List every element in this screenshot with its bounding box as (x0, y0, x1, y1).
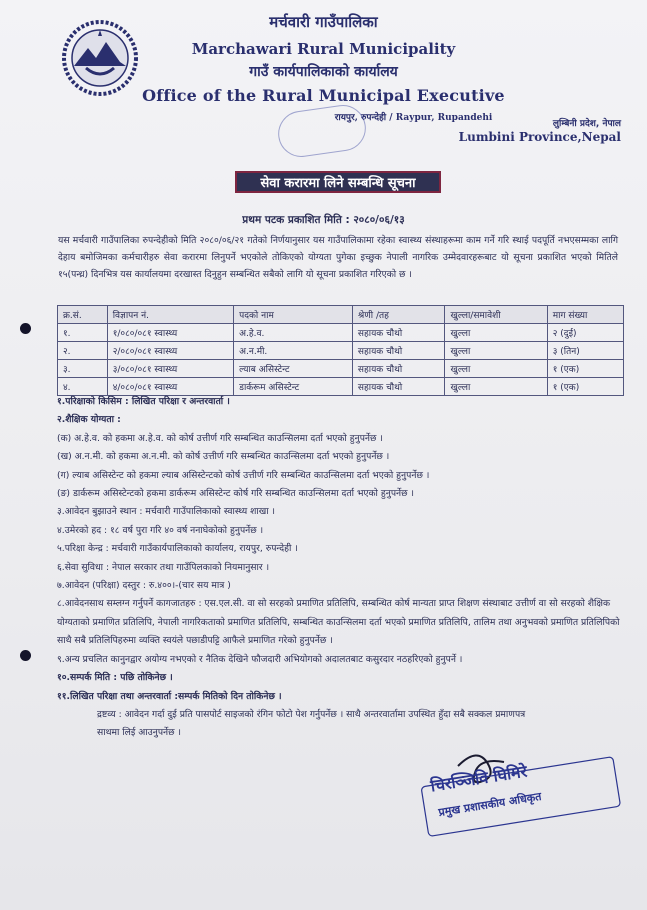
item-qualification-b: (ख) अ.न.मी. को हकमा अ.न.मी. को कोर्ष उत्तीर्ण गरि सम्बन्धित काउन्सिलमा दर्ता भएको हुनुपर्नेछ । (57, 451, 390, 463)
cell: ३ (तिन) (547, 342, 623, 360)
header-office-np: गाउँ कार्यपालिकाको कार्यालय (249, 64, 398, 80)
item-submission-place: ३.आवेदन बुझाउने स्थान : मर्चवारी गाउँपालिकाको स्वास्थ्य शाखा । (57, 506, 276, 518)
cell: ४. (58, 378, 108, 396)
item-exam-center: ५.परिक्षा केन्द्र : मर्चवारी गाउँकार्यपालिकाको कार्यालय, रायपुर, रुपन्देही । (57, 543, 298, 555)
col-level: श्रेणी /तह (352, 306, 445, 324)
col-sn: क्र.सं. (58, 306, 108, 324)
col-ad-no: विज्ञापन नं. (107, 306, 233, 324)
col-demand: माग संख्या (547, 306, 623, 324)
province-en: Lumbini Province,Nepal (458, 130, 621, 144)
item-age-limit: ४.उमेरको हद : १८ वर्ष पुरा गरि ४० वर्ष ननाघेकोको हुनुपर्नेछ । (57, 524, 264, 536)
cell: सहायक चौथो (352, 360, 445, 378)
punch-hole (20, 650, 31, 661)
cell: १. (58, 324, 108, 342)
notice-title: सेवा करारमा लिने सम्बन्धि सूचना (235, 171, 441, 193)
cell: ३/०८०/०८१ स्वास्थ्य (107, 360, 233, 378)
cell: खुल्ला (445, 324, 547, 342)
notice-intro: यस मर्चवारी गाउँपालिका रुपन्देहीको मिति २०८०/०६/२१ गतेको निर्णयानुसार यस गाउँपालिकामा रहेका स्वास्थ्य संस्थाहरूमा काम गर्ने गरि स्थाई पदपूर्ति नभएसम्मका लागि देहाय बमोजिमका कर्मचारीहरु सेवा करारमा लिनुपर्ने भएकोले तोकिएको योग्यता पुगेका इच्छुक नेपाली नागरिक उम्मेदवारहरूबाट यो सूचना प्रकाशित भएको मितिले १५(पन्ध्र) दिनभित्र यस कार्यालयमा दरखास्त दिनुहुन सम्बन्धित सबैको लागि यो सूचना प्रकाशित गरिएको छ । (58, 235, 618, 280)
published-date: प्रथम पटक प्रकाशित मिति : २०८०/०६/१३ (242, 214, 405, 226)
cell: डार्करूम असिस्टेन्ट (234, 378, 353, 396)
cell: अ.न.मी. (234, 342, 353, 360)
province-np: लुम्बिनी प्रदेश, नेपाल (552, 119, 621, 129)
item-eligibility: ९.अन्य प्रचलित कानुनद्वार अयोग्य नभएको र नैतिक देखिने फौजदारी अभियोगको अदालतबाट कसुरदार नठहरिएको हुनुपर्ने । (57, 653, 463, 665)
table-row (58, 342, 624, 360)
header-address: रायपुर, रुपन्देही / Raypur, Rupandehi (334, 113, 493, 123)
item-documents: ८.आवेदनसाथ सम्लग्न गर्नुपर्ने कागजातहरु : एस.एल.सी. वा सो सरहको प्रमाणित प्रतिलिपि, सम्बन्धित कोर्ष मान्यता प्राप्त शिक्षण संस्थाबाट उत्तीर्ण वा सो सरहको शैक्षिक योग्यताको प्रमाणित प्रतिलिपि, नेपाली नागरिकताको प्रमाणित प्रतिलिपि, सम्बन्धित काउन्सिलमा दर्ता भएको प्रमाणित प्रतिलिपि, तालिम तथा अनुभवको प्रमाणित प्रतिलिपिको साथै सबै प्रतिलिपिहरुमा व्यक्ति स्वयंले पछाडीपट्टि आफैले प्रमाणित गरेको हुनुपर्नेछ । (57, 598, 620, 647)
item-interview: ११.लिखित परिक्षा तथा अन्तरवार्ता :सम्पर्क मितिको दिन तोकिनेछ । (57, 690, 282, 702)
item-note: द्रष्टव्य : आवेदन गर्दा दुई प्रति पासपोर्ट साइजको रंगिन फोटो पेश गर्नुपर्नेछ । साथै अन्तरवार्तामा उपस्थित हुँदा सबै सक्कल प्रमाणपत्र साथमा लिई आउनुपर्नेछ । (97, 708, 526, 739)
cell: अ.हे.व. (234, 324, 353, 342)
cell: २ (दुई) (547, 324, 623, 342)
item-qualification-a: (क) अ.हे.व. को हकमा अ.हे.व. को कोर्ष उत्तीर्ण गरि सम्बन्धित काउन्सिलमा दर्ता भएको हुनुपर्नेछ । (57, 432, 383, 444)
cell: ४/०८०/०८१ स्वास्थ्य (107, 378, 233, 396)
table-row (58, 360, 624, 378)
header-office-en: Office of the Rural Municipal Executive (142, 86, 505, 105)
cell: खुल्ला (445, 342, 547, 360)
punch-hole (20, 323, 31, 334)
cell: १ (एक) (547, 360, 623, 378)
cell: १ (एक) (547, 378, 623, 396)
col-open: खुल्ला/समावेशी (445, 306, 547, 324)
cell: ३. (58, 360, 108, 378)
cell: खुल्ला (445, 360, 547, 378)
header-municipality-np: मर्चवारी गाउँपालिका (269, 13, 378, 31)
cell: सहायक चौथो (352, 342, 445, 360)
notice-conditions (57, 393, 627, 743)
table-row (58, 324, 624, 342)
cell: २/०८०/०८१ स्वास्थ्य (107, 342, 233, 360)
item-contact-date: १०.सम्पर्क मिति : पछि तोकिनेछ । (57, 672, 173, 684)
item-fee: ७.आवेदन (परिक्षा) दस्तुर : रु.४००।-(चार सय मात्र ) (57, 580, 231, 592)
vacancy-table (57, 305, 624, 396)
cell: सहायक चौथो (352, 324, 445, 342)
cell: सहायक चौथो (352, 378, 445, 396)
header-municipality-en: Marchawari Rural Municipality (191, 40, 456, 58)
signatory-title: प्रमुख प्रशासकीय अधिकृत (437, 789, 543, 820)
cell: ल्याब असिस्टेन्ट (234, 360, 353, 378)
item-exam-type: १.परिक्षाको किसिम : लिखित परिक्षा र अन्तरवार्ता । (57, 396, 230, 407)
item-qualification-heading: २.शैक्षिक योग्यता : (57, 414, 121, 426)
cell: २. (58, 342, 108, 360)
item-qualification-d: (ङ) डार्करूम असिस्टेन्टको हकमा डार्करूम असिस्टेन्ट कोर्ष गरि सम्बन्धित काउन्सिलमा दर्ता भएको हुनुपर्नेछ । (57, 488, 414, 500)
col-post: पदको नाम (234, 306, 353, 324)
item-facilities: ६.सेवा सुविधा : नेपाल सरकार तथा गाउँपिलकाको नियमानुसार । (57, 561, 270, 573)
cell: १/०८०/०८१ स्वास्थ्य (107, 324, 233, 342)
cell: खुल्ला (445, 378, 547, 396)
item-qualification-c: (ग) ल्याब असिस्टेन्ट को हकमा ल्याब असिस्टेन्टको कोर्ष उत्तीर्ण गरि सम्बन्धित काउन्सिलमा दर्ता भएको हुनुपर्नेछ । (57, 469, 430, 481)
table-header-row (58, 306, 624, 324)
signatory-name: चिरञ्जिवि घिमिरे (429, 761, 529, 796)
